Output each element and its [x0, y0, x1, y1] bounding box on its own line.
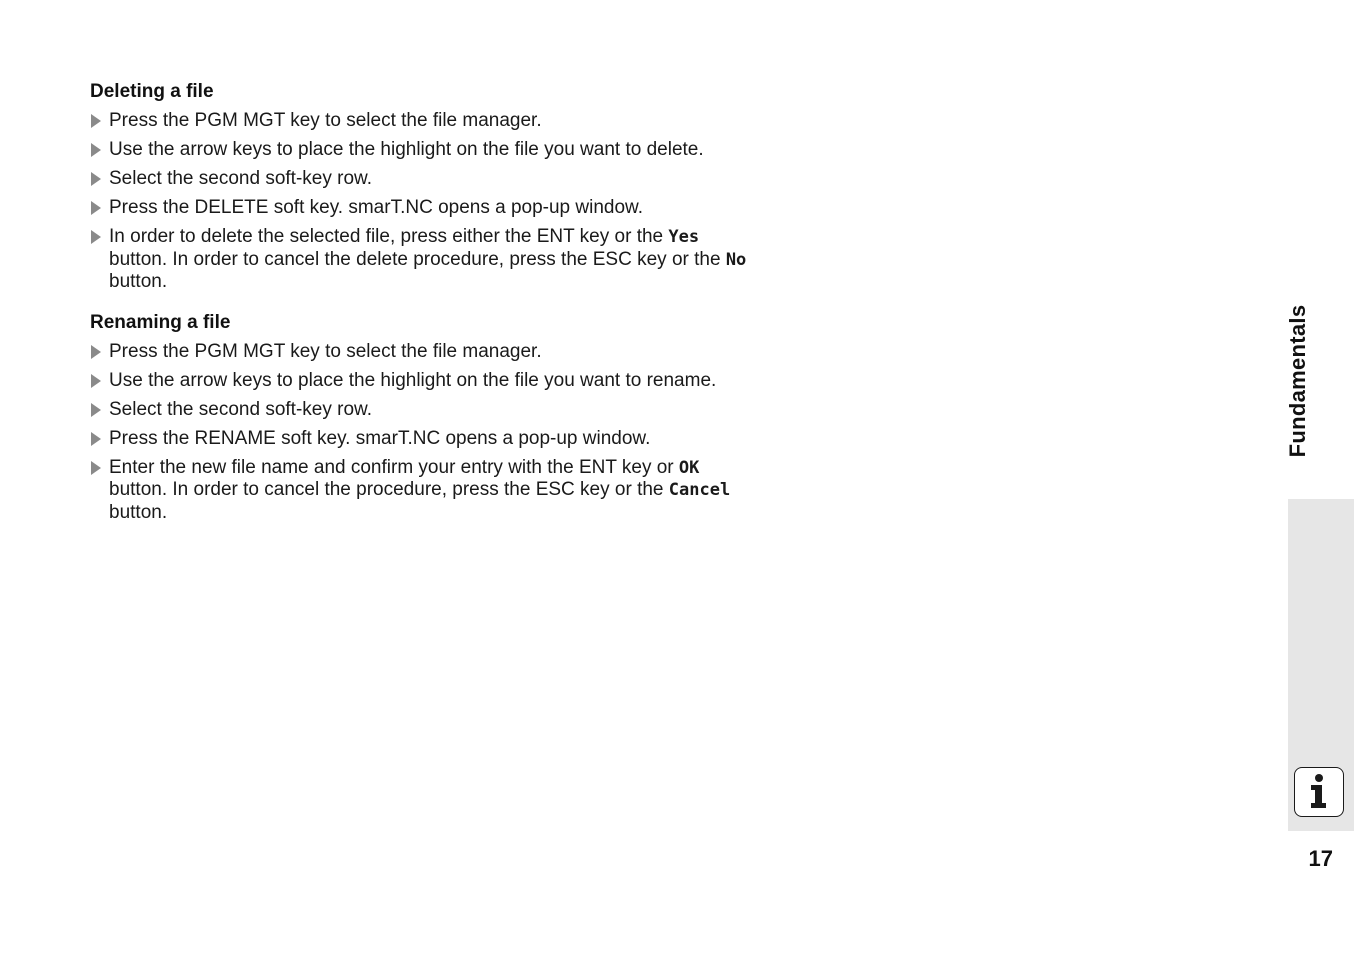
section-title: Renaming a file	[90, 311, 231, 333]
list-item	[90, 197, 755, 220]
list-item	[90, 399, 755, 422]
step-text: Select the second soft-key row.	[109, 168, 372, 189]
step-text: Select the second soft-key row.	[109, 398, 372, 420]
step-text: Press the PGM MGT key to select the file manager.	[109, 340, 542, 362]
chapter-title: Fundamentals	[1285, 304, 1310, 458]
list-item	[90, 370, 755, 393]
no-button-label: No	[725, 249, 747, 270]
step-list	[90, 341, 755, 525]
step-text: Use the arrow keys to place the highlight on the file you want to rename.	[109, 369, 717, 391]
list-item	[90, 428, 755, 451]
list-item	[90, 139, 755, 162]
step-text: Press the RENAME soft key. smarT.NC opens a pop-up window.	[109, 427, 651, 449]
ok-button-label: OK	[678, 457, 700, 478]
arrow-icon	[91, 230, 101, 244]
step-text: Press the DELETE soft key. smarT.NC opens a pop-up window.	[109, 197, 643, 218]
renaming-file-section	[90, 311, 755, 525]
list-item	[90, 168, 755, 191]
step-text: Use the arrow keys to place the highlight on the file you want to delete.	[109, 139, 704, 160]
step-text: Enter the new file name and confirm your entry with the ENT key or	[109, 456, 674, 478]
step-text: button.	[109, 501, 168, 523]
page-content	[90, 80, 755, 541]
arrow-icon	[91, 172, 101, 186]
info-icon	[1294, 767, 1344, 817]
cancel-button-label: Cancel	[668, 480, 731, 500]
arrow-icon	[91, 345, 101, 359]
step-text: button. In order to cancel the procedure, press the ESC key or the	[109, 479, 664, 500]
arrow-icon	[91, 201, 101, 215]
arrow-icon	[91, 432, 101, 446]
list-item	[90, 110, 755, 133]
list-item	[90, 457, 755, 525]
step-text: Press the PGM MGT key to select the file manager.	[109, 110, 542, 131]
step-text: In order to delete the selected file, press either the ENT key or the	[109, 226, 664, 247]
arrow-icon	[91, 461, 101, 475]
deleting-file-section	[90, 80, 755, 294]
step-text: button. In order to cancel the delete procedure, press the ESC key or the	[109, 248, 721, 270]
step-list	[90, 110, 755, 294]
page-number: 17	[1308, 846, 1333, 871]
section-title: Deleting a file	[90, 81, 214, 102]
arrow-icon	[91, 374, 101, 388]
arrow-icon	[91, 114, 101, 128]
list-item	[90, 341, 755, 364]
arrow-icon	[91, 403, 101, 417]
arrow-icon	[91, 143, 101, 157]
step-text: button.	[109, 271, 168, 292]
yes-button-label: Yes	[668, 227, 700, 247]
list-item	[90, 226, 755, 294]
